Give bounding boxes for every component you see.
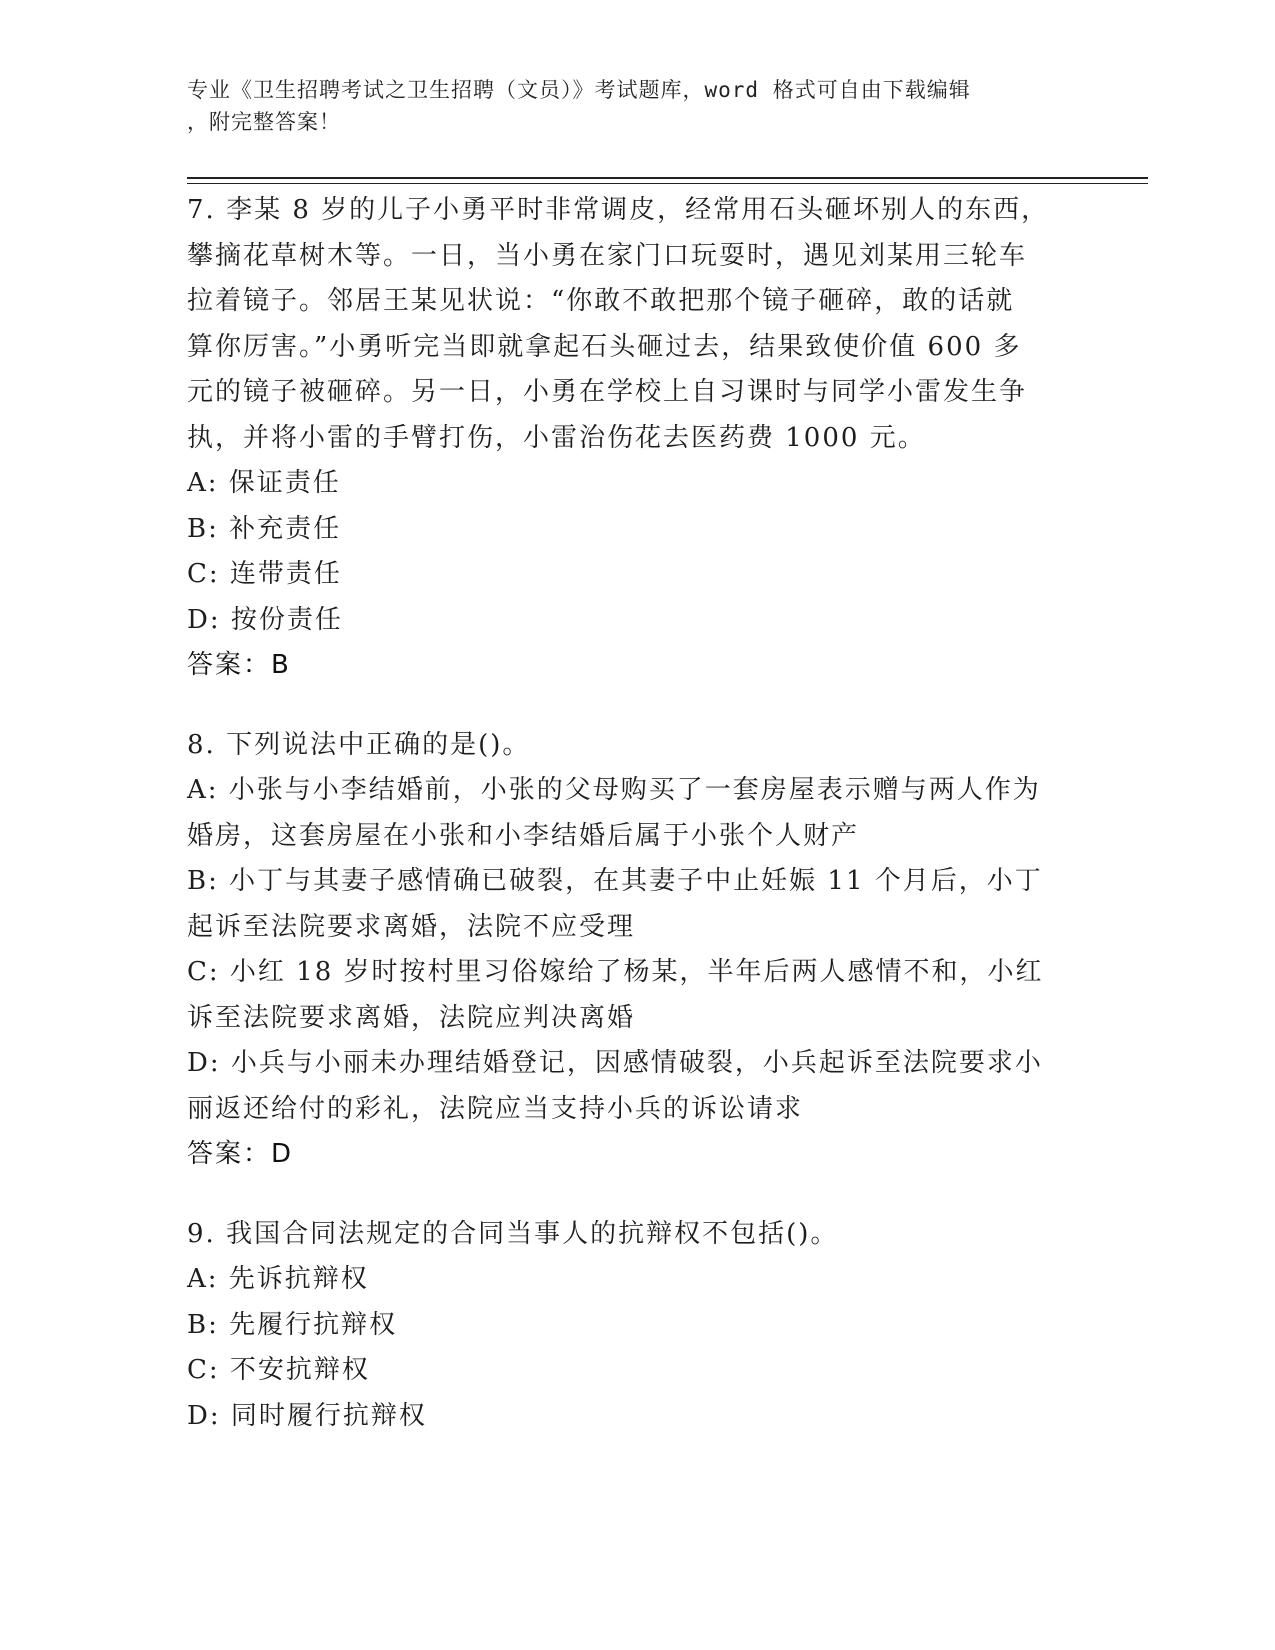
option-line: A: 小张与小李结婚前，小张的父母购买了一套房屋表示赠与两人作为	[187, 775, 1041, 805]
stem-line: 7. 李某 8 岁的儿子小勇平时非常调皮，经常用石头砸坏别人的东西，	[187, 195, 1050, 225]
page-header	[187, 74, 1067, 138]
header-line-2: ，附完整答案！	[187, 110, 341, 134]
option-a	[187, 768, 1087, 859]
option-b: B: 先履行抗辩权	[187, 1309, 398, 1340]
option-line: B: 小丁与其妻子感情确已破裂，在其妻子中止妊娠 11 个月后，小丁	[187, 866, 1043, 896]
option-d: D: 按份责任	[187, 604, 343, 635]
header-divider-thick	[187, 177, 1148, 179]
question-stem	[187, 1212, 1087, 1258]
stem-line: 执，并将小雷的手臂打伤，小雷治伤花去医药费 1000 元。	[187, 422, 926, 453]
option-line: 婚房，这套房屋在小张和小李结婚后属于小张个人财产	[187, 820, 860, 851]
question-7	[187, 188, 1087, 689]
answer-label: 答案：B	[187, 650, 291, 680]
stem-line: 8. 下列说法中正确的是()。	[187, 729, 531, 760]
option-c	[187, 950, 1087, 1041]
header-divider-thin	[187, 183, 1148, 184]
stem-line: 9. 我国合同法规定的合同当事人的抗辩权不包括()。	[187, 1218, 839, 1249]
stem-line: 攀摘花草树木等。一日，当小勇在家门口玩耍时，遇见刘某用三轮车	[187, 240, 1028, 271]
option-line: 丽返还给付的彩礼，法院应当支持小兵的诉讼请求	[187, 1093, 804, 1124]
option-line: 起诉至法院要求离婚，法院不应受理	[187, 911, 636, 942]
header-line-1: 专业《卫生招聘考试之卫生招聘（文员）》考试题库，word 格式可自由下载编辑	[187, 78, 971, 102]
option-line: 诉至法院要求离婚，法院应判决离婚	[187, 1002, 636, 1033]
question-8	[187, 723, 1087, 1178]
option-a: A: 保证责任	[187, 468, 341, 498]
stem-line: 元的镜子被砸碎。另一日，小勇在学校上自习课时与同学小雷发生争	[187, 377, 1028, 407]
option-line: D: 小兵与小丽未办理结婚登记，因感情破裂，小兵起诉至法院要求小	[187, 1048, 1043, 1078]
option-line: C: 小红 18 岁时按村里习俗嫁给了杨某，半年后两人感情不和，小红	[187, 957, 1044, 987]
stem-line: 算你厉害。”小勇听完当即就拿起石头砸过去，结果致使价值 600 多	[187, 331, 1022, 362]
option-c: C: 不安抗辩权	[187, 1355, 370, 1385]
question-stem	[187, 188, 1087, 461]
option-d: D: 同时履行抗辩权	[187, 1400, 427, 1431]
question-list	[187, 188, 1087, 1439]
stem-line: 拉着镜子。邻居王某见状说：“你敢不敢把那个镜子砸碎，敢的话就	[187, 286, 1015, 316]
option-c: C: 连带责任	[187, 559, 342, 589]
option-a: A: 先诉抗辩权	[187, 1264, 369, 1294]
option-b: B: 补充责任	[187, 513, 342, 544]
question-stem	[187, 723, 1087, 769]
option-d	[187, 1041, 1087, 1132]
question-9	[187, 1212, 1087, 1440]
option-b	[187, 859, 1087, 950]
answer-label: 答案：D	[187, 1139, 294, 1169]
